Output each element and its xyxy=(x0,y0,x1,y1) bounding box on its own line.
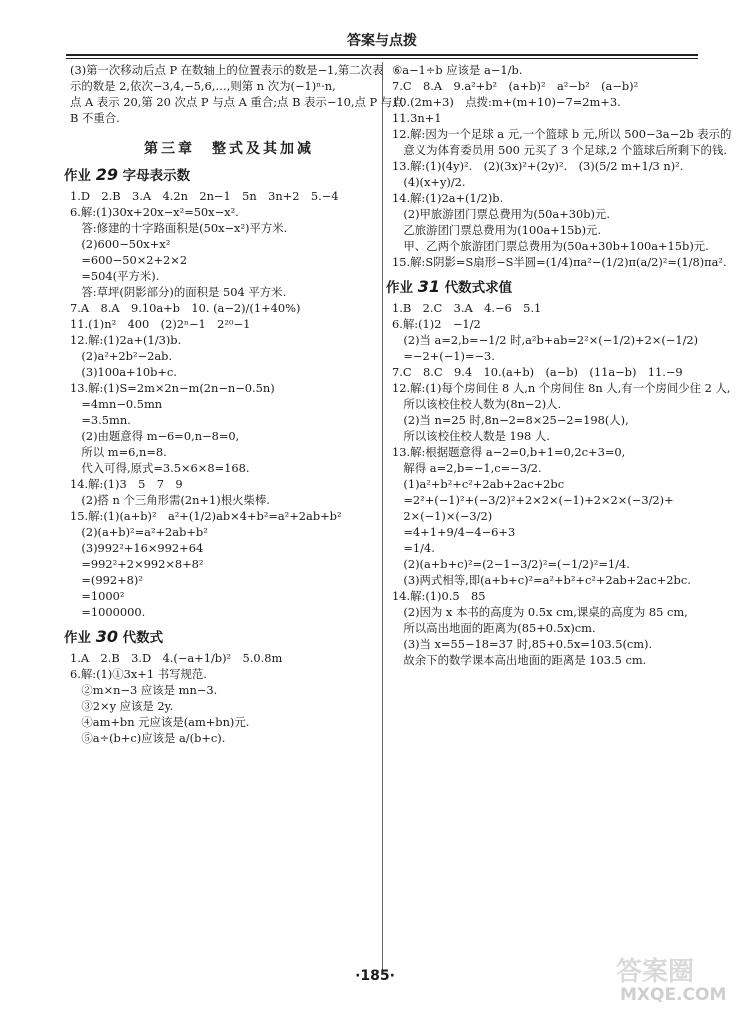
homework-30-answers xyxy=(70,650,388,746)
answer-line: 12.解:(1)2a+(1/3)b. xyxy=(70,333,182,347)
answer-line: 代入可得,原式=3.5×6×8=168. xyxy=(70,461,250,475)
answer-line: 6.解:(1)30x+20x−x²=50x−x². xyxy=(70,205,239,219)
chapter-title: 第三章 整式及其加减 xyxy=(144,141,314,157)
answer-line: (2)600−50x+x² xyxy=(70,237,171,251)
answer-line: 2×(−1)×(−3/2) xyxy=(392,509,493,523)
answer-line: 15.解:S阴影=S扇形−S半圆=(1/4)πa²−(1/2)π(a/2)²=(1/8)πa². xyxy=(392,255,727,269)
answer-line: 14.解:(1)0.5 85 xyxy=(392,589,486,603)
left-column xyxy=(64,62,404,746)
answer-line: (2)甲旅游团门票总费用为(50a+30b)元. xyxy=(392,207,610,221)
answer-line: 7.A 8.A 9.10a+b 10. (a−2)/(1+40%) xyxy=(70,301,301,315)
answer-line: 6.解:(1)2 −1/2 xyxy=(392,317,481,331)
watermark-url: MXQE.COM xyxy=(620,985,727,1002)
answer-line: (3)100a+10b+c. xyxy=(70,365,177,379)
intro-block xyxy=(70,62,404,126)
answer-line: =(992+8)² xyxy=(70,573,143,587)
answer-line: =504(平方米). xyxy=(70,269,160,283)
answer-line: 乙旅游团门票总费用为(100a+15b)元. xyxy=(392,223,602,237)
answer-line: B 不重合. xyxy=(70,111,120,125)
answer-line: ⑤a÷(b+c)应该是 a/(b+c). xyxy=(70,731,226,745)
answer-line: 11.3n+1 xyxy=(392,111,442,125)
answer-line: ④am+bn 元应该是(am+bn)元. xyxy=(70,715,250,729)
answer-line: (1)a²+b²+c²+2ab+2ac+2bc xyxy=(392,477,565,491)
answer-line: 12.解:(1)每个房间住 8 人,n 个房间住 8n 人,有一个房间少住 2 人, xyxy=(392,381,731,395)
answer-line: (2)a²+2b²−2ab. xyxy=(70,349,173,363)
homework-31-heading xyxy=(386,276,710,296)
answer-line: 7.C 8.A 9.a²+b² (a+b)² a²−b² (a−b)² xyxy=(392,79,639,93)
answer-line: (3)两式相等,即(a+b+c)²=a²+b²+c²+2ab+2ac+2bc. xyxy=(392,573,691,587)
answer-line: 所以高出地面的距离为(85+0.5x)cm. xyxy=(392,621,596,635)
answer-line: 1.B 2.C 3.A 4.−6 5.1 xyxy=(392,301,542,315)
answer-line: (2)(a+b)²=a²+2ab+b² xyxy=(70,525,208,539)
answer-line: 故余下的数学课本高出地面的距离是 103.5 cm. xyxy=(392,653,647,667)
answer-line: 10.(2m+3) 点拨:m+(m+10)−7=2m+3. xyxy=(392,95,621,109)
answer-line: 甲、乙两个旅游团门票总费用为(50a+30b+100a+15b)元. xyxy=(392,239,709,253)
answer-line: 14.解:(1)3 5 7 9 xyxy=(70,477,183,491)
answer-line: 解得 a=2,b=−1,c=−3/2. xyxy=(392,461,542,475)
answer-line: =600−50×2+2×2 xyxy=(70,253,188,267)
answer-line: (2)(a+b+c)²=(2−1−3/2)²=(−1/2)²=1/4. xyxy=(392,557,630,571)
homework-prefix: 作业 xyxy=(386,280,413,296)
answer-line: =1/4. xyxy=(392,541,435,555)
answer-line: 所以 m=6,n=8. xyxy=(70,445,167,459)
answer-line: =4mn−0.5mn xyxy=(70,397,163,411)
answer-line: 7.C 8.C 9.4 10.(a+b) (a−b) (11a−b) 11.−9 xyxy=(392,365,683,379)
answer-line: 示的数是 2,依次−3,4,−5,6,…,则第 n 次为(−1)ⁿ·n, xyxy=(70,79,336,93)
answer-line: 13.解:(1)(4y)². (2)(3x)²+(2y)². (3)(5/2 m+1/3 n)². xyxy=(392,159,684,173)
watermark-text: 答案圈 xyxy=(616,957,695,987)
answer-line: 答:修建的十字路面积是(50x−x²)平方米. xyxy=(70,221,288,235)
homework-30-heading xyxy=(64,626,388,646)
homework-29-heading xyxy=(64,164,388,184)
answer-line: (2)由题意得 m−6=0,n−8=0, xyxy=(70,429,240,443)
answer-line: (2)因为 x 本书的高度为 0.5x cm,课桌的高度为 85 cm, xyxy=(392,605,688,619)
answer-line: (3)当 x=55−18=37 时,85+0.5x=103.5(cm). xyxy=(392,637,653,651)
answer-line: (2)搭 n 个三角形需(2n+1)根火柴棒. xyxy=(70,493,270,507)
answer-line: =1000² xyxy=(70,589,125,603)
homework-title: 代数式求值 xyxy=(444,280,513,296)
homework-number: 30 xyxy=(95,627,118,646)
watermark-logo xyxy=(612,956,744,1002)
answer-line: (3)992²+16×992+64 xyxy=(70,541,204,555)
answer-line: 1.D 2.B 3.A 4.2n 2n−1 5n 3n+2 5.−4 xyxy=(70,189,339,203)
answer-line: =3.5mn. xyxy=(70,413,131,427)
answer-line: 11.(1)n² 400 (2)2ⁿ−1 2²⁰−1 xyxy=(70,317,251,331)
answer-line: 6.解:(1)①3x+1 书写规范. xyxy=(70,667,207,681)
answer-line: =2²+(−1)²+(−3/2)²+2×2×(−1)+2×2×(−3/2)+ xyxy=(392,493,674,507)
answer-line: =992²+2×992×8+8² xyxy=(70,557,204,571)
homework-29-answers xyxy=(70,188,388,620)
answer-line: (2)当 a=2,b=−1/2 时,a²b+ab=2²×(−1/2)+2×(−1/2) xyxy=(392,333,699,347)
right-column xyxy=(386,62,732,668)
answer-line: 所以该校住校人数为(8n−2)人. xyxy=(392,397,562,411)
homework-title: 字母表示数 xyxy=(122,168,191,184)
homework-number: 29 xyxy=(95,165,118,184)
answer-line: ③2×y 应该是 2y. xyxy=(70,699,174,713)
page-header xyxy=(66,22,698,56)
homework-title: 代数式 xyxy=(122,630,164,646)
answer-line: (2)当 n=25 时,8n−2=8×25−2=198(人), xyxy=(392,413,629,427)
homework-prefix: 作业 xyxy=(64,168,91,184)
homework-number: 31 xyxy=(417,277,440,296)
answer-line: 意义为体育委员用 500 元买了 3 个足球,2 个篮球后所剩下的钱. xyxy=(392,143,727,157)
answer-line: =4+1+9/4−4−6+3 xyxy=(392,525,516,539)
header-title: 答案与点拨 xyxy=(347,33,417,49)
homework-30-continued xyxy=(392,62,732,270)
answer-line: ②m×n−3 应该是 mn−3. xyxy=(70,683,218,697)
answer-line: 13.解:根据题意得 a−2=0,b+1=0,2c+3=0, xyxy=(392,445,626,459)
answer-line: (3)第一次移动后点 P 在数轴上的位置表示的数是−1,第二次表 xyxy=(70,63,384,77)
homework-31-answers xyxy=(392,300,731,668)
answer-line: ⑥a−1÷b 应该是 a−1/b. xyxy=(392,63,523,77)
answer-line: 点 A 表示 20,第 20 次点 P 与点 A 重合;点 B 表示−10,点 P 与点 xyxy=(70,95,404,109)
answer-line: 13.解:(1)S=2m×2n−m(2n−n−0.5n) xyxy=(70,381,275,395)
answer-line: 1.A 2.B 3.D 4.(−a+1/b)² 5.0.8m xyxy=(70,651,283,665)
answer-line: (4)(x+y)/2. xyxy=(392,175,466,189)
answer-line: 答:草坪(阴影部分)的面积是 504 平方米. xyxy=(70,285,287,299)
answer-line: =1000000. xyxy=(70,605,146,619)
answer-line: 15.解:(1)(a+b)² a²+(1/2)ab×4+b²=a²+2ab+b² xyxy=(70,509,342,523)
answer-line: 所以该校住校人数是 198 人. xyxy=(392,429,550,443)
page-number: ·185· xyxy=(355,968,395,984)
answer-line: 14.解:(1)2a+(1/2)b. xyxy=(392,191,504,205)
answer-line: 12.解:因为一个足球 a 元,一个篮球 b 元,所以 500−3a−2b 表示的 xyxy=(392,127,732,141)
homework-prefix: 作业 xyxy=(64,630,91,646)
answer-line: =−2+(−1)=−3. xyxy=(392,349,495,363)
